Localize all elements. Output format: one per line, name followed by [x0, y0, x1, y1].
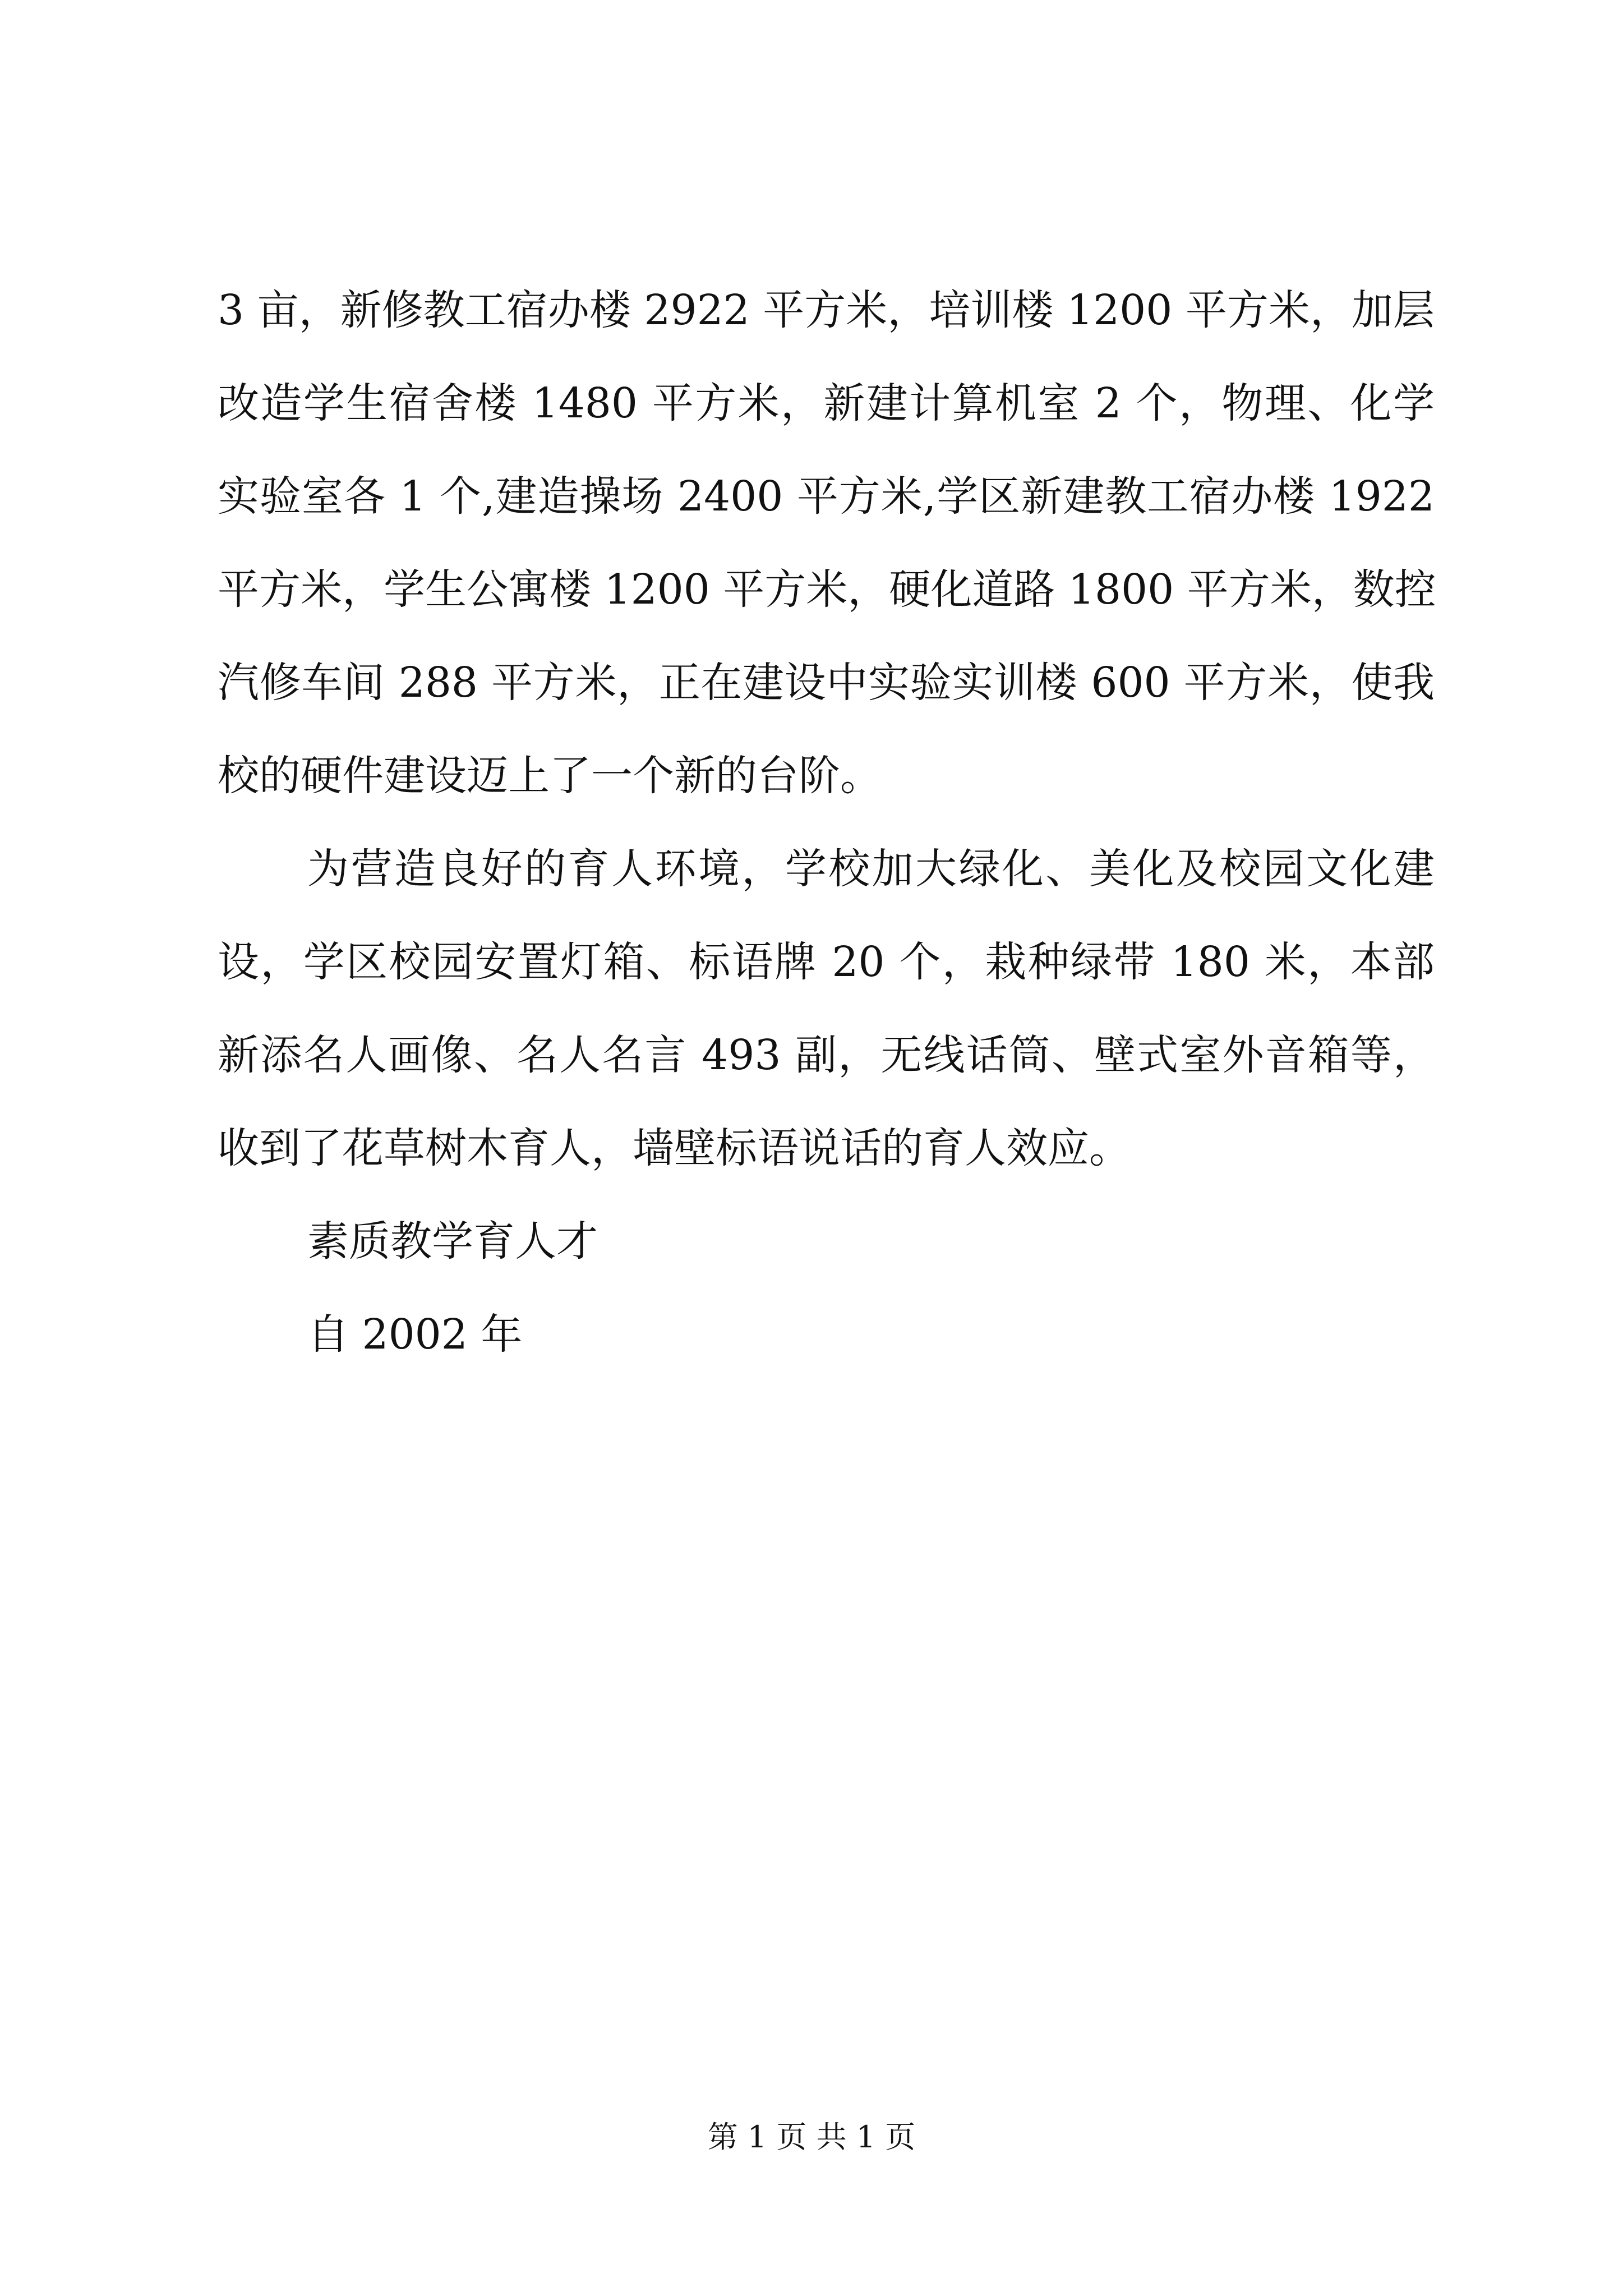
paragraph-2-line-4: 收到了花草树木育人，墙壁标语说话的育人效应。 — [218, 1124, 1131, 1172]
paragraph-4-line-1: 自 2002 年 — [307, 1310, 523, 1359]
paragraph-1-line-3: 实验室各 1 个,建造操场 2400 平方米,学区新建教工宿办楼 1922 — [218, 472, 1435, 521]
paragraph-1-line-6: 校的硬件建设迈上了一个新的台阶。 — [218, 752, 882, 800]
document-body — [218, 264, 1435, 1381]
paragraph-2-line-1: 为营造良好的育人环境，学校加大绿化、美化及校园文化建 — [307, 845, 1435, 893]
paragraph-1-line-5: 汽修车间 288 平方米，正在建设中实验实训楼 600 平方米，使我 — [218, 659, 1435, 707]
paragraph-2-line-3: 新添名人画像、名人名言 493 副，无线话筒、壁式室外音箱等， — [218, 1031, 1435, 1079]
paragraph-1-line-1: 3 亩，新修教工宿办楼 2922 平方米，培训楼 1200 平方米，加层 — [218, 286, 1435, 334]
paragraph-1-line-2: 改造学生宿舍楼 1480 平方米，新建计算机室 2 个，物理、化学 — [218, 379, 1435, 427]
section-heading: 素质教学育人才 — [307, 1217, 598, 1266]
paragraph-2-line-2: 设，学区校园安置灯箱、标语牌 20 个，栽种绿带 180 米，本部 — [218, 938, 1435, 986]
page-footer — [0, 2115, 1623, 2160]
page-number: 第 1 页 共 1 页 — [707, 2119, 916, 2155]
paragraph-1-line-4: 平方米，学生公寓楼 1200 平方米，硬化道路 1800 平方米，数控 — [218, 565, 1436, 614]
